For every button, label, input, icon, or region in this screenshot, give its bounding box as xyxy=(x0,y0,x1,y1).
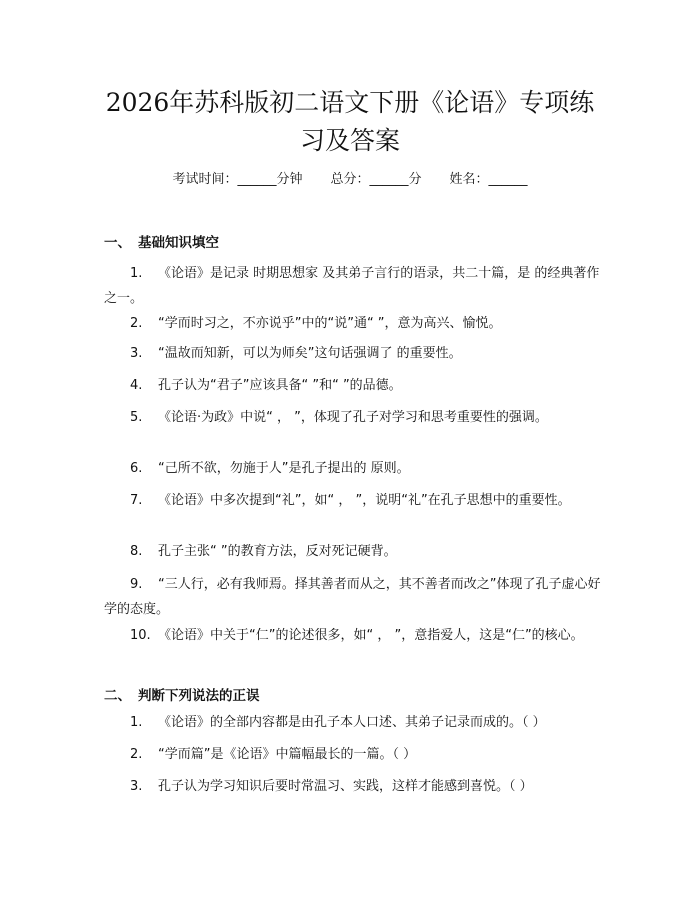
section-number: 二、 xyxy=(104,688,131,704)
question-text: “学而时习之，不亦说乎”中的“说”通“ ”，意为高兴、愉悦。 xyxy=(158,316,502,331)
question-text: “学而篇”是《论语》中篇幅最长的一篇。（ ） xyxy=(158,747,417,762)
question-number: 7. xyxy=(130,493,143,508)
question-item xyxy=(104,261,602,311)
question-number: 8. xyxy=(130,544,143,559)
question-item xyxy=(104,539,602,564)
section-title: 基础知识填空 xyxy=(138,235,219,251)
question-number: 1. xyxy=(130,715,143,730)
section-title: 判断下列说法的正误 xyxy=(138,688,260,704)
question-number: 10. xyxy=(130,628,151,643)
question-number: 1. xyxy=(130,266,143,281)
question-item xyxy=(104,710,602,735)
question-item xyxy=(104,405,602,430)
title-line-1: 2026年苏科版初二语文下册《论语》专项练 xyxy=(105,88,595,117)
student-name-field: 姓名：______ xyxy=(449,172,528,187)
section-1-heading xyxy=(104,231,219,251)
total-score-field: 总分：______分 xyxy=(330,172,422,187)
question-text: “己所不欲，勿施于人”是孔子提出的 原则。 xyxy=(158,461,410,476)
section-2-heading xyxy=(104,684,260,704)
question-item xyxy=(104,311,602,336)
question-text: 孔子认为“君子”应该具备“ ”和“ ”的品德。 xyxy=(158,378,402,393)
question-text: 《论语》中关于“仁”的论述很多，如“ ， ”，意指爱人，这是“仁”的核心。 xyxy=(158,628,584,643)
question-item xyxy=(104,456,602,481)
question-text: “温故而知新，可以为师矣”这句话强调了 的重要性。 xyxy=(158,346,462,361)
exam-meta-info xyxy=(0,168,700,187)
question-number: 3. xyxy=(130,779,143,794)
question-item xyxy=(104,341,602,366)
question-text: 孔子认为学习知识后要时常温习、实践，这样才能感到喜悦。（ ） xyxy=(158,779,533,794)
exam-time-field: 考试时间：______分钟 xyxy=(172,172,303,187)
question-number: 6. xyxy=(130,461,143,476)
question-item xyxy=(104,488,602,513)
question-text: 《论语·为政》中说“ ， ”，体现了孔子对学习和思考重要性的强调。 xyxy=(158,410,548,425)
question-number: 4. xyxy=(130,378,143,393)
question-text: 《论语》的全部内容都是由孔子本人口述、其弟子记录而成的。（ ） xyxy=(158,715,546,730)
question-item xyxy=(104,742,602,767)
question-number: 2. xyxy=(130,747,143,762)
question-number: 5. xyxy=(130,410,143,425)
question-number: 3. xyxy=(130,346,143,361)
section-number: 一、 xyxy=(104,235,131,251)
question-text: 孔子主张“ ”的教育方法，反对死记硬背。 xyxy=(158,544,397,559)
question-text: 《论语》中多次提到“礼”，如“ ， ”，说明“礼”在孔子思想中的重要性。 xyxy=(158,493,571,508)
question-item xyxy=(104,373,602,398)
question-item xyxy=(104,774,602,799)
title-line-2: 习及答案 xyxy=(299,126,400,155)
question-text: 《论语》是记录 时期思想家 及其弟子言行的语录，共二十篇，是 的经典著作之一。 xyxy=(104,266,600,306)
question-text: “三人行，必有我师焉。择其善者而从之，其不善者而改之”体现了孔子虚心好学的态度。 xyxy=(104,577,601,617)
question-item xyxy=(104,623,602,648)
document-title xyxy=(90,84,610,160)
question-item xyxy=(104,572,602,622)
question-number: 9. xyxy=(130,577,143,592)
question-number: 2. xyxy=(130,316,143,331)
